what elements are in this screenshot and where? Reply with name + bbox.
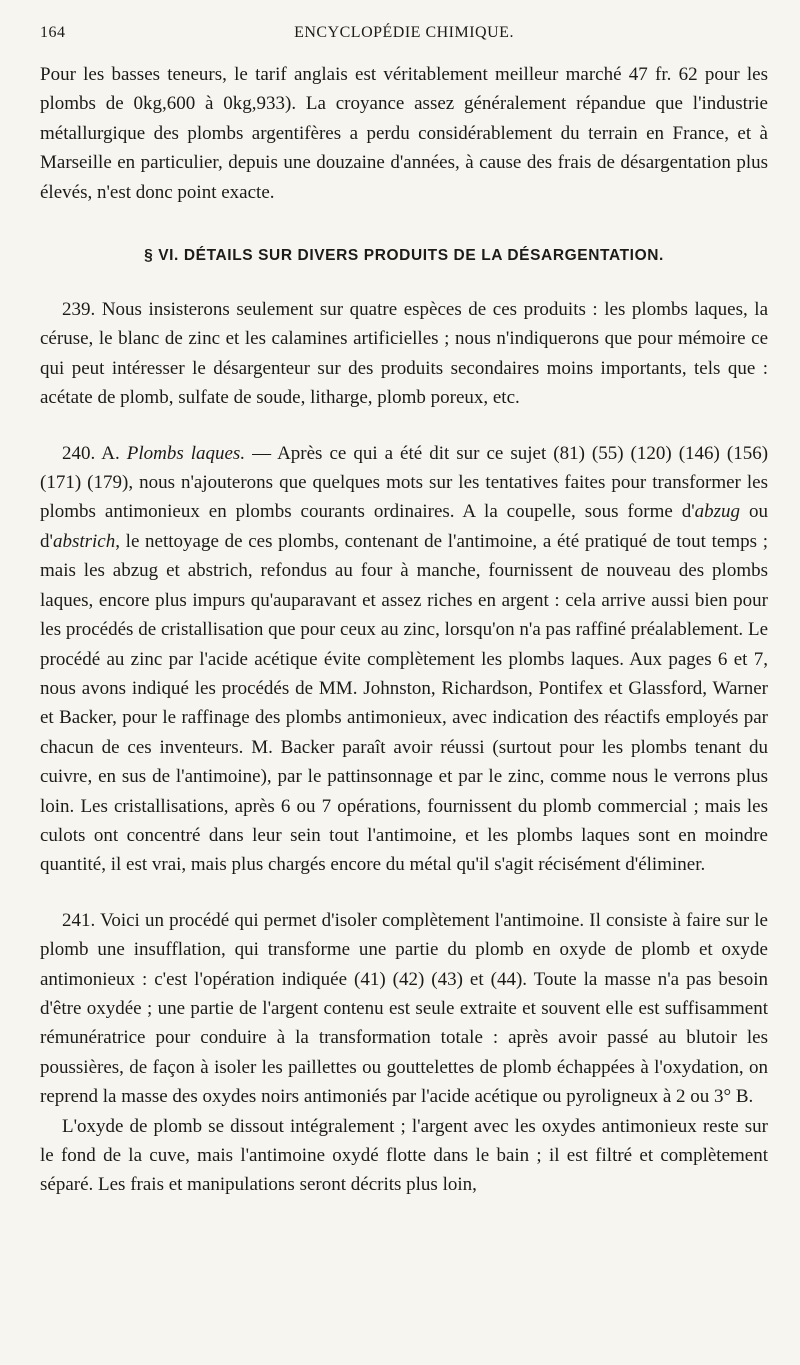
paragraph-text: Voici un procédé qui permet d'isoler complètement l'antimoine. Il consiste à faire sur le plomb une insufflation, qui transforme une partie du plomb en oxyde de plomb et oxyde antimonieux : c'est l'opération indiquée (41) (42) (43) et (44). Toute la masse n'a pas besoin d'être oxydée ; une partie de l'argent contenu est seule extraite et souvent elle est suffisamment rémunératrice pour conduire à la transformation totale : après avoir passé au blutoir les poussières, de façon à isoler les paillettes ou gouttelettes de plomb échappées à l'oxydation, on reprend la masse des oxydes noirs antimoniés par l'acide acétique ou pyroligneux à 2 ou 3° B. — [40, 909, 768, 1108]
paragraph-text: L'oxyde de plomb se dissout intégralement ; l'argent avec les oxydes antimonieux reste sur le fond de la cuve, mais l'antimoine oxydé flotte dans le bain ; il est filtré et complètement séparé. Les frais et manipulations seront décrits plus loin, — [40, 1115, 768, 1196]
paragraph-240 — [40, 439, 768, 880]
paragraph-number: 241. — [62, 909, 96, 931]
term-abzug: abzug — [694, 501, 741, 523]
paragraph-text-c: , le nettoyage de ces plombs, contenant de l'antimoine, a été pratiqué de tout temps ; mais les abzug et abstrich, refondus au four à manche, fournissent de nouveau des plombs laques, encore plus impurs qu'auparavant et assez riches en argent : cela arrive aussi bien pour les procédés de cristallisation que pour ceux au zinc, lorsqu'on n'a pas raffiné préalablement. Le procédé au zinc par l'acide acétique évite complètement les plombs laques. Aux pages 6 et 7, nous avons indiqué les procédés de MM. Johnston, Richardson, Pontifex et Glassford, Warner et Backer, pour le raffinage des plombs antimonieux, avec indication des réactifs employés par chacun de ces inventeurs. M. Backer paraît avoir réussi (surtout pour les plombs tenant du cuivre, en sus de l'antimoine), par le pattinsonnage et par le zinc, comme nous le verrons plus loin. Les cristallisations, après 6 ou 7 opérations, fournissent du plomb commercial ; mais les culots ont concentré dans leur sein tout l'antimoine, et les plombs laques sont en moindre quantité, il est vrai, mais plus chargés encore du métal qu'il s'agit récisément d'éliminer. — [40, 530, 768, 876]
running-head — [40, 24, 768, 52]
paragraph-text: Nous insisterons seulement sur quatre espèces de ces produits : les plombs laques, la céruse, le blanc de zinc et les calamines artificielles ; nous n'indiquerons que pour mémoire ce qui peut intéresser le désargenteur sur des produits secondaires moins importants, tels que : acétate de plomb, sulfate de soude, litharge, plomb poreux, etc. — [40, 299, 768, 409]
section-heading: § VI. DÉTAILS SUR DIVERS PRODUITS DE LA DÉSARGENTATION. — [144, 247, 664, 265]
paragraph-text-a: — Après ce qui a été dit sur ce sujet (81) (55) (120) (146) (156) (171) (179), nous n'ajouterons que quelques mots sur les tentatives faites pour transformer les plombs antimonieux en plombs courants ordinaires. A la coupelle, sous forme d' — [40, 442, 769, 523]
subsection-label: A. — [101, 442, 120, 464]
paragraph-text-b: ou d' — [40, 501, 768, 552]
running-title: ENCYCLOPÉDIE CHIMIQUE. — [294, 24, 514, 41]
paragraph-241 — [40, 906, 768, 1112]
paragraph-number: 239. — [62, 299, 96, 321]
page-number: 164 — [40, 24, 66, 41]
paragraph-241-continued — [40, 1112, 768, 1200]
subsection-title: Plombs laques. — [126, 442, 246, 464]
paragraph-number: 240. — [62, 442, 96, 464]
intro-paragraph — [40, 60, 768, 207]
paragraph-239 — [40, 295, 768, 413]
term-abstrich: abstrich — [52, 530, 116, 552]
intro-text: Pour les basses teneurs, le tarif anglais est véritablement meilleur marché 47 fr. 62 pour les plombs de 0kg,600 à 0kg,933). La croyance assez généralement répandue que l'industrie métallurgique des plombs argentifères a perdu considérablement du terrain en France, et à Marseille en particulier, depuis une douzaine d'années, à cause des frais de désargentation plus élevés, n'est donc point exacte. — [40, 64, 768, 203]
